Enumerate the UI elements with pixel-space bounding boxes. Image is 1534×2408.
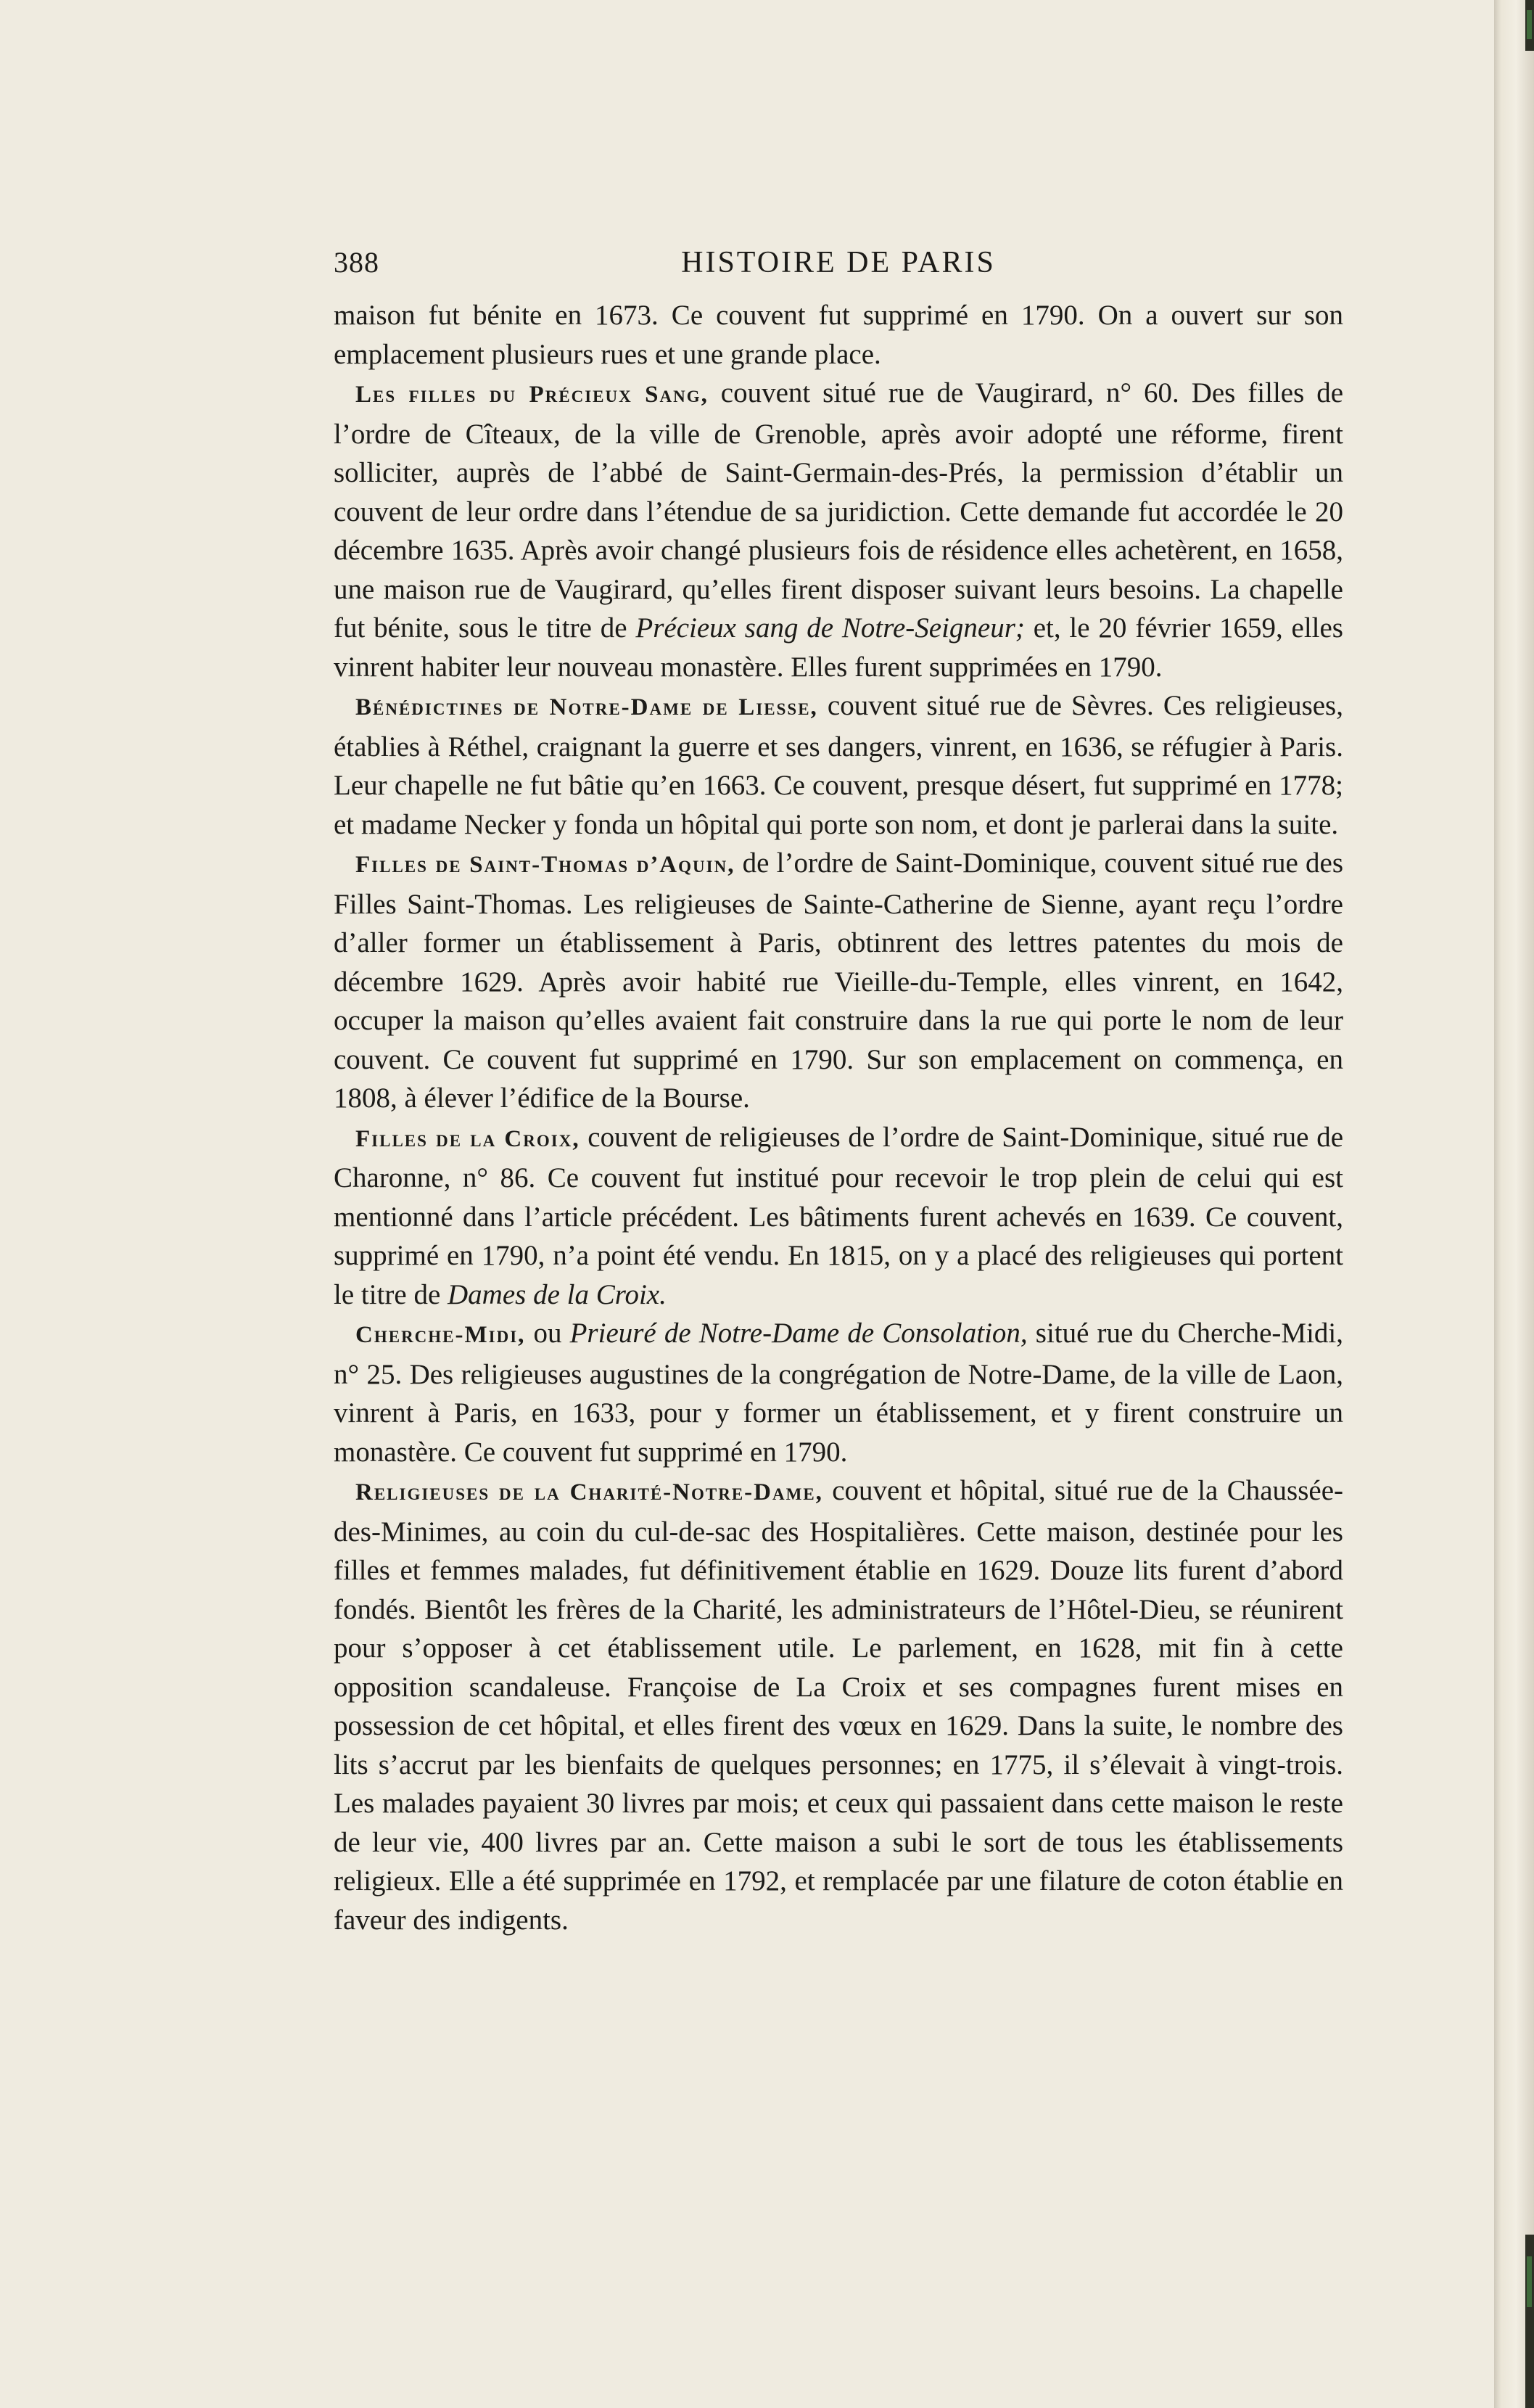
entry-heading: Bénédictines de Notre-Dame de Liesse, [355,694,818,720]
entry-heading: Filles de Saint-Thomas d’Aquin, [355,852,735,878]
italic-text: Dames de la Croix. [448,1278,667,1310]
paragraph-text: maison fut bénite en 1673. Ce couvent fut supprimé en 1790. On a ouvert sur son emplacement plusieurs rues et une grande place. [334,300,1343,370]
book-ribbon-top [1527,10,1532,39]
body-text [334,296,1343,1939]
entry-heading: Les filles du Précieux Sang, [355,382,709,408]
paragraph-filles-de-la-croix [334,1118,1343,1315]
paragraph-notre-dame-de-liesse [334,686,1343,844]
book-ribbon-bottom [1527,2256,1532,2307]
entry-heading: Religieuses de la Charité-Notre-Dame, [355,1479,823,1505]
running-title: HISTOIRE DE PARIS [681,246,996,279]
paragraph-charite-notre-dame [334,1471,1343,1939]
paragraph-text: de l’ordre de Saint-Dominique, couvent situé rue des Filles Saint-Thomas. Les religieuses de Sainte-Catherine de Sienne, ayant reçu l’ordre d’aller former un établissement à Paris, obtinrent des lettres patentes du mois de décembre 1629. Après avoir habité rue Vieille-du-Temple, elles vinrent, en 1642, occuper la maison qu’elles avaient fait construire dans la rue qui porte le nom de leur couvent. Ce couvent fut supprimé en 1790. Sur son emplacement on commença, en 1808, à élever l’édifice de la Bourse. [334,847,1344,1114]
paragraph-text: et, le 20 février 1659, elles vinrent habiter leur nouveau monastère. Elles furent supprimées en 1790. [334,612,1343,683]
paragraph-text: couvent situé rue de Sèvres. Ces religieuses, établies à Réthel, craignant la guerre et ses dangers, vinrent, en 1636, se réfugier à Paris. Leur chapelle ne fut bâtie qu’en 1663. Ce couvent, presque désert, fut supprimé en 1778; et madame Necker y fonda un hôpital qui porte son nom, et dont je parlerai dans la suite. [334,690,1343,840]
italic-text: Précieux sang de Notre-Seigneur; [635,612,1025,644]
paragraph-text: couvent et hôpital, situé rue de la Chaussée-des-Minimes, au coin du cul-de-sac des Hospitalières. Cette maison, destinée pour les filles et femmes malades, fut définitivement établie en 1629. Douze lits furent d’abord fondés. Bientôt les frères de la Charité, les administrateurs de l’Hôtel-Dieu, se réunirent pour s’opposer à cet établissement utile. Le parlement, en 1628, mit fin à cette opposition scandaleuse. Françoise de La Croix et ses compagnes furent mises en possession de cet hôpital, et elles firent des vœux en 1629. Dans la suite, le nombre des lits s’accrut par les bienfaits de quelques personnes; en 1775, il s’élevait à vingt-trois. Les malades payaient 30 livres par mois; et ceux qui passaient dans cette maison le reste de leur vie, 400 livres par an. Cette maison a subi le sort de tous les établissements religieux. Elle a été supprimée en 1792, et remplacée par une filature de coton établie en faveur des indigents. [334,1475,1343,1936]
paragraph-precieux-sang [334,374,1343,686]
paragraph-text: ou [525,1318,570,1349]
italic-text: Prieuré de Notre-Dame de Consolation, [569,1318,1028,1349]
paragraph-text: couvent de religieuses de l’ordre de Saint-Dominique, situé rue de Charonne, n° 86. Ce couvent fut institué pour recevoir le trop plein de celui qui est mentionné dans l’article précédent. Les bâtiments furent achevés en 1639. Ce couvent, supprimé en 1790, n’a point été vendu. En 1815, on y a placé des religieuses qui portent le titre de [334,1121,1343,1310]
paragraph-cherche-midi [334,1314,1343,1471]
paragraph-saint-thomas-d-aquin [334,844,1343,1118]
entry-heading: Cherche-Midi, [355,1322,526,1348]
entry-heading: Filles de la Croix, [355,1125,580,1152]
paragraph-text: situé rue du Cherche-Midi, n° 25. Des religieuses augustines de la congrégation de Notre-Dame, de la ville de Laon, vinrent à Paris, en 1633, pour y former un établissement, et y firent construire un monastère. Ce couvent fut supprimé en 1790. [334,1318,1344,1468]
paragraph-text: couvent situé rue de Vaugirard, n° 60. Des filles de l’ordre de Cîteaux, de la ville de Grenoble, après avoir adopté une réforme, firent solliciter, auprès de l’abbé de Saint-Germain-des-Prés, la permission d’établir un couvent de leur ordre dans l’étendue de sa juridiction. Cette demande fut accordée le 20 décembre 1635. Après avoir changé plusieurs fois de résidence elles achetèrent, en 1658, une maison rue de Vaugirard, qu’elles firent disposer suivant leurs besoins. La chapelle fut bénite, sous le titre de [334,377,1344,644]
book-page-edge [1494,0,1534,2408]
page-header [334,245,1343,289]
paragraph-continuation [334,296,1343,374]
page-number: 388 [334,246,379,279]
